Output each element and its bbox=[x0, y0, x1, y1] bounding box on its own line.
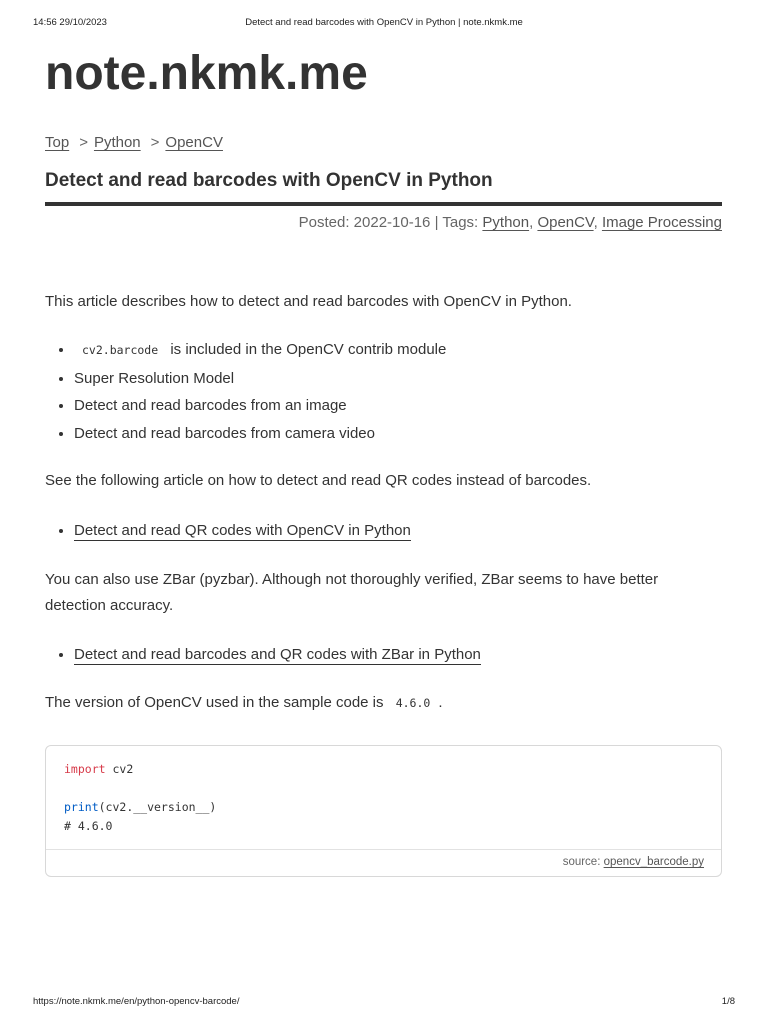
site-title[interactable]: note.nkmk.me bbox=[45, 47, 368, 100]
print-footer bbox=[33, 996, 735, 1008]
list-item bbox=[74, 641, 481, 669]
zbar-paragraph: You can also use ZBar (pyzbar). Although not thoroughly verified, ZBar seems to have better detection accuracy. bbox=[45, 571, 659, 614]
code-content[interactable] bbox=[46, 746, 721, 848]
tag-opencv[interactable]: OpenCV bbox=[537, 214, 594, 231]
code-text: cv2 bbox=[105, 762, 134, 776]
print-url: https://note.nkmk.me/en/python-opencv-barcode/ bbox=[33, 996, 240, 1007]
code-block bbox=[45, 745, 722, 877]
version-code: 4.6.0 bbox=[395, 696, 431, 710]
code-function: print bbox=[64, 800, 99, 814]
code-source bbox=[46, 849, 721, 876]
list-item: • Super Resolution Model bbox=[74, 365, 446, 393]
list-item: • Detect and read barcodes from an image bbox=[74, 392, 446, 420]
version-suffix: . bbox=[438, 694, 443, 711]
breadcrumb-separator: > bbox=[150, 134, 160, 151]
posted-date: Posted: 2022-10-16 | Tags: bbox=[298, 214, 483, 231]
breadcrumb-python[interactable]: Python bbox=[93, 134, 141, 151]
print-doc-title: Detect and read barcodes with OpenCV in Python | note.nkmk.me bbox=[245, 17, 523, 28]
list-item bbox=[74, 517, 411, 545]
print-timestamp: 14:56 29/10/2023 bbox=[33, 17, 107, 28]
article-meta: Posted: 2022-10-16 | Tags: Python, OpenCV, Image Processing bbox=[298, 214, 722, 231]
see-also-paragraph: See the following article on how to detect and read QR codes instead of barcodes. bbox=[45, 472, 592, 489]
table-of-contents bbox=[45, 336, 446, 447]
print-header bbox=[33, 17, 735, 29]
related-list bbox=[45, 517, 411, 545]
tag-python[interactable]: Python bbox=[482, 214, 530, 231]
intro-paragraph: This article describes how to detect and read barcodes with OpenCV in Python. bbox=[45, 293, 572, 310]
page-number: 1/8 bbox=[721, 996, 735, 1007]
code-text: (cv2.__version__) bbox=[98, 800, 217, 814]
version-paragraph bbox=[45, 690, 443, 716]
code-keyword: import bbox=[64, 762, 106, 776]
version-text: The version of OpenCV used in the sample code is bbox=[45, 694, 384, 711]
source-label: source: bbox=[562, 856, 604, 868]
source-file-link[interactable]: opencv_barcode.py bbox=[603, 856, 704, 868]
breadcrumb bbox=[45, 134, 223, 151]
list-item-text: is included in the OpenCV contrib module bbox=[170, 341, 447, 358]
inline-code: cv2.barcode bbox=[82, 343, 159, 357]
code-comment: # 4.6.0 bbox=[64, 819, 113, 833]
qr-article-link[interactable]: Detect and read QR codes with OpenCV in Python bbox=[74, 522, 411, 539]
breadcrumb-separator: > bbox=[79, 134, 88, 151]
related-list bbox=[45, 641, 481, 669]
breadcrumb-opencv[interactable]: OpenCV bbox=[165, 134, 223, 151]
tag-image-processing[interactable]: Image Processing bbox=[601, 214, 722, 231]
zbar-article-link[interactable]: Detect and read barcodes and QR codes with ZBar in Python bbox=[74, 646, 481, 663]
breadcrumb-top[interactable]: Top bbox=[45, 134, 70, 151]
list-item: • Detect and read barcodes from camera video bbox=[74, 420, 446, 448]
list-item bbox=[74, 336, 446, 365]
article-title: Detect and read barcodes with OpenCV in Python bbox=[45, 169, 722, 206]
